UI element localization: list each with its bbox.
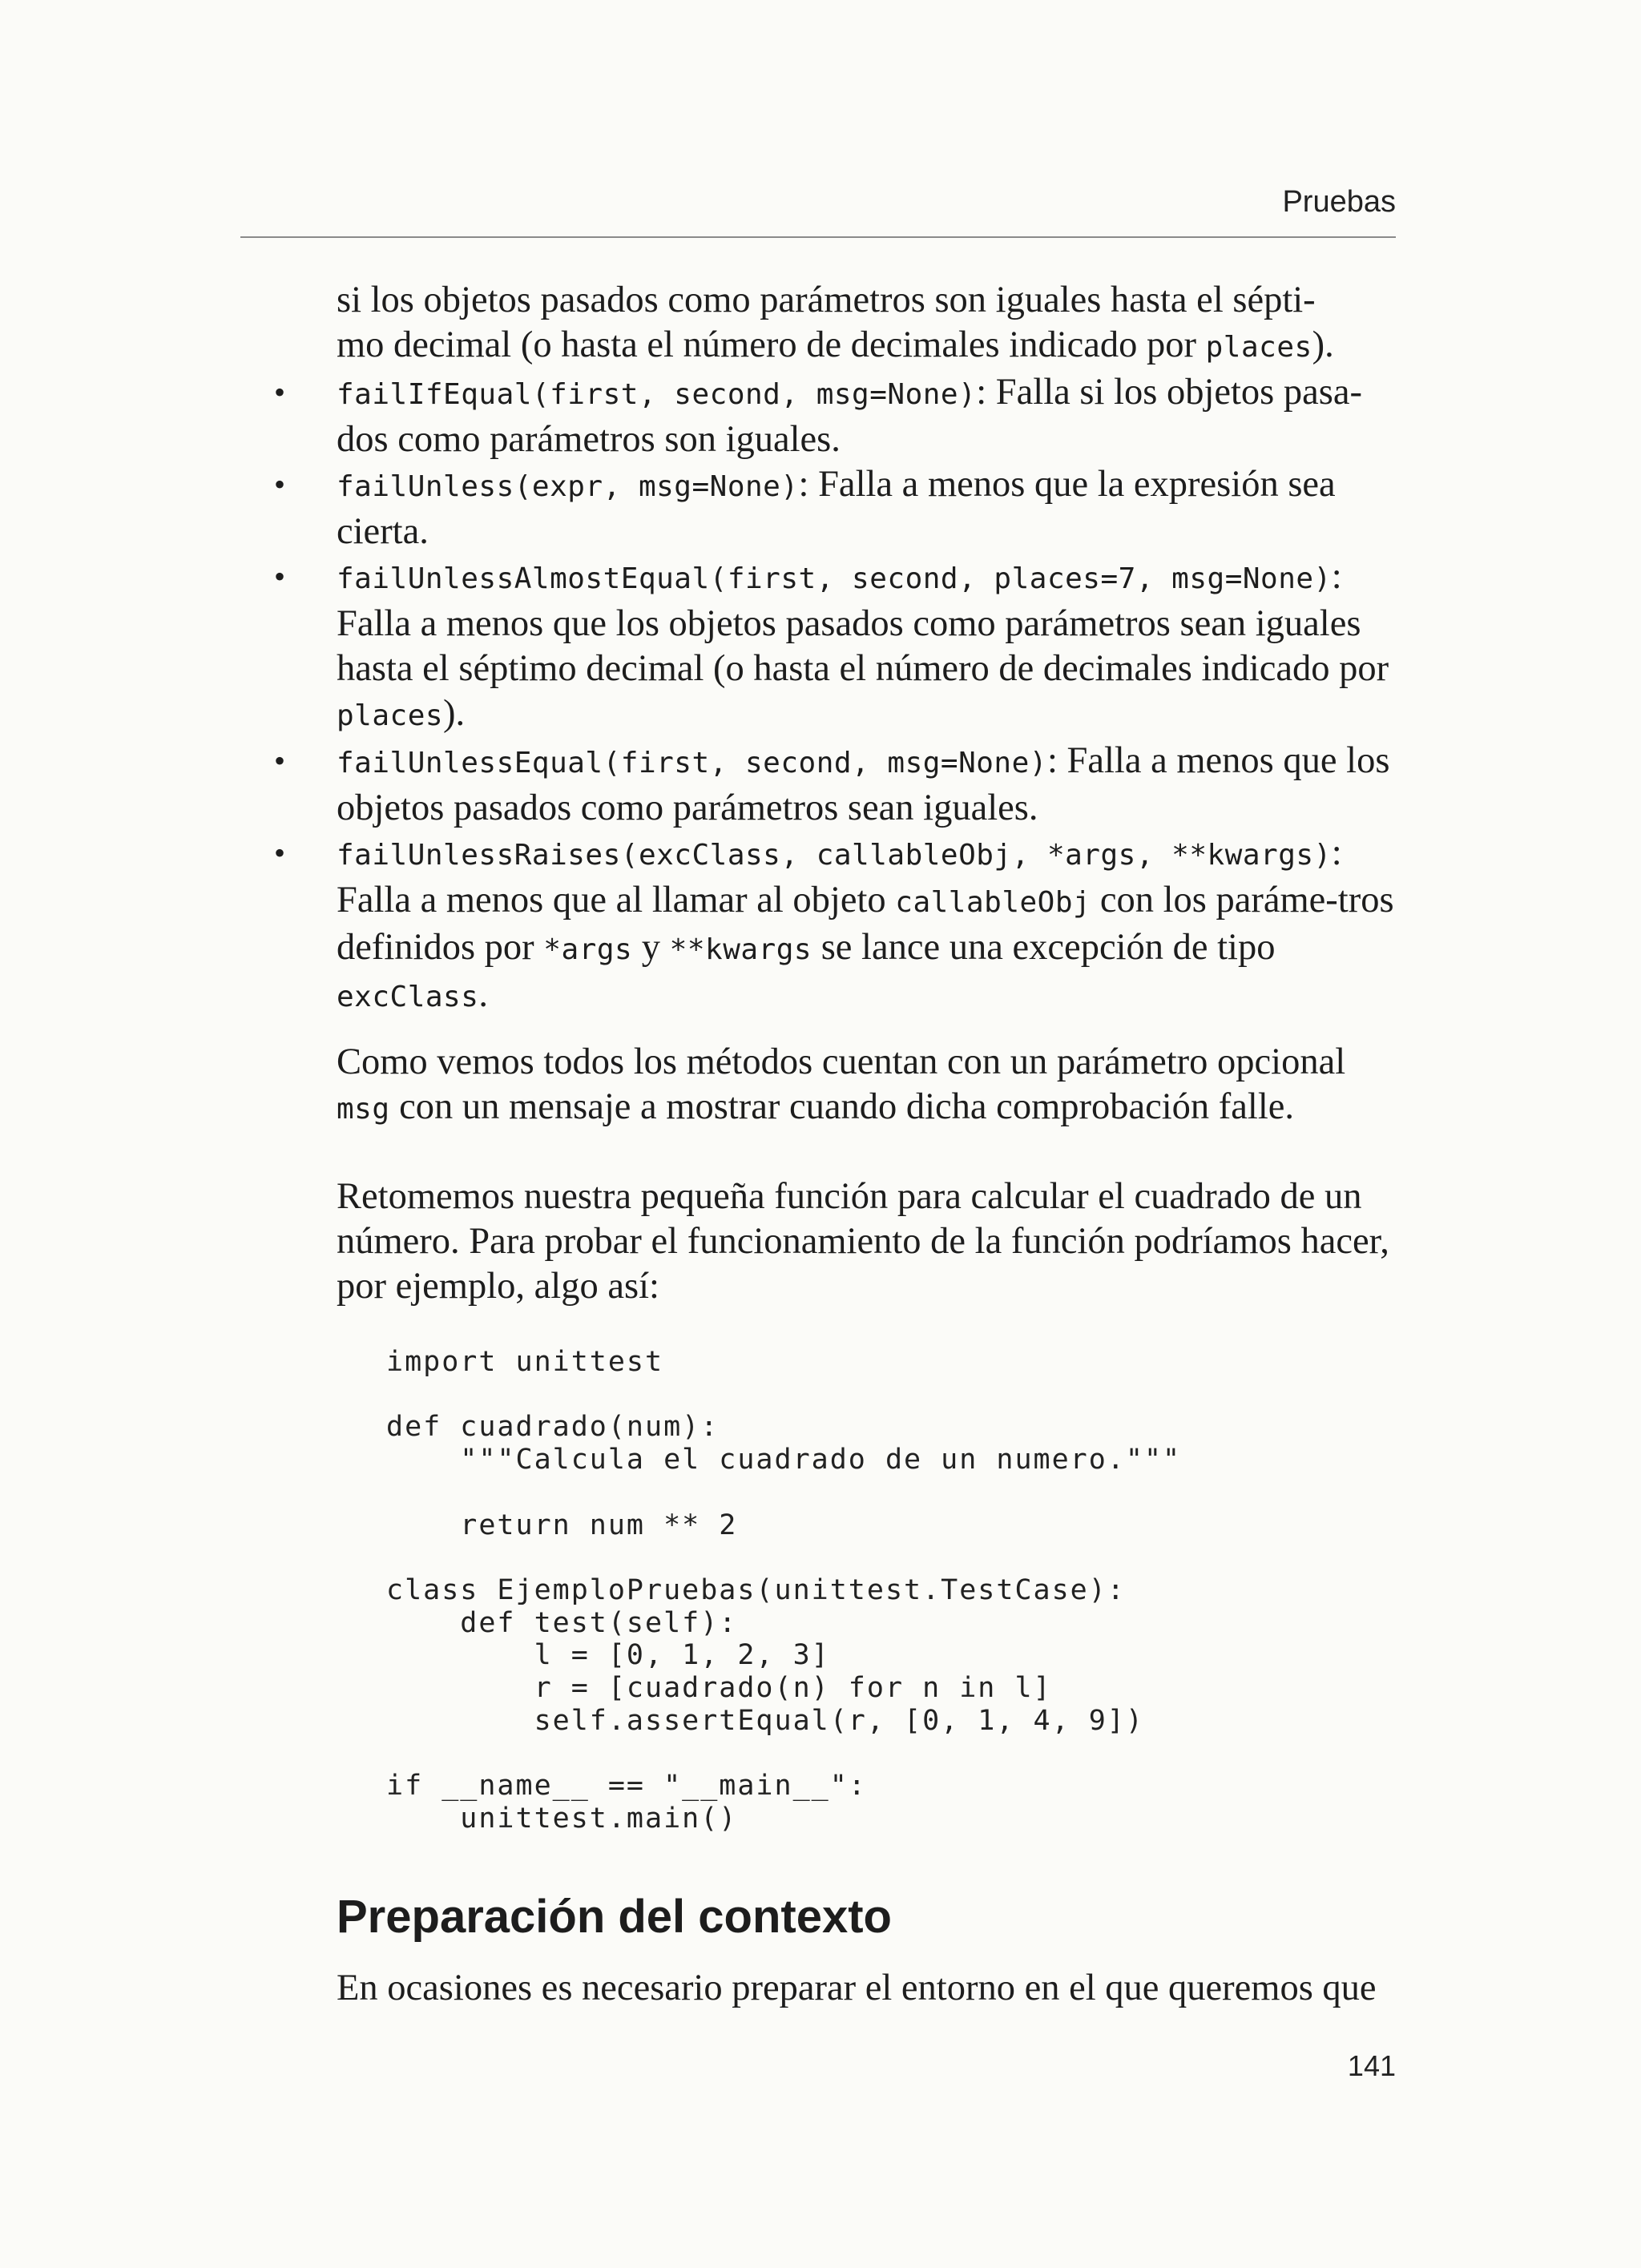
method-description-part: y [632, 927, 670, 968]
method-description: : Falla si los objetos pasa-dos como parámetros son iguales. [337, 372, 1362, 460]
list-item [274, 831, 1396, 1020]
method-signature: failUnlessAlmostEqual(first, second, places=7, msg=None) [337, 562, 1332, 595]
continuation-line-1: si los objetos pasados como parámetros son iguales hasta el sépti- [337, 280, 1316, 320]
continuation-end: ). [1312, 324, 1334, 365]
list-item [274, 554, 1396, 739]
method-description-part: se lance una excepción de tipo [812, 927, 1276, 968]
method-signature: failUnlessEqual(first, second, msg=None) [337, 747, 1047, 779]
list-item [274, 370, 1396, 462]
paragraph-context: En ocasiones es necesario preparar el entorno en el que queremos que [337, 1968, 1377, 2008]
list-item [274, 739, 1396, 831]
code-listing: import unittest def cuadrado(num): """Calcula el cuadrado de un numero.""" return num ** 2 class EjemploPruebas(unittest.TestCase): def test(self): l = [0, 1, 2, 3] r = [cuadrado(n) for n in l] self.assertEqual(r, [0, 1, 4, 9]) if __name__ == "__main__": unittest.main() [386, 1346, 1182, 1835]
bullet-marker: • [274, 835, 286, 871]
inline-code-callableobj: callableObj [895, 886, 1091, 919]
method-signature: failUnless(expr, msg=None) [337, 470, 799, 503]
continuation-line-2: mo decimal (o hasta el número de decimales indicado por [337, 324, 1206, 365]
paragraph-optional-msg [337, 1040, 1396, 1132]
page-number: 141 [1347, 2049, 1396, 2082]
bullet-marker: • [274, 374, 286, 410]
inline-code-msg: msg [337, 1093, 390, 1126]
running-header: Pruebas [1282, 185, 1396, 219]
method-description: : Falla a menos que al llamar al objeto [337, 832, 1342, 920]
paragraph-example-intro: Retomemos nuestra pequeña función para calcular el cuadrado de un número. Para probar el funcionamiento de la función podríamos hacer, por ejemplo, algo así: [337, 1176, 1389, 1307]
header-rule [240, 236, 1396, 238]
bullet-marker: • [274, 466, 286, 502]
bullet-marker: • [274, 558, 286, 594]
paragraph-text: Como vemos todos los métodos cuentan con un parámetro opcional [337, 1041, 1346, 1082]
bullet-marker: • [274, 743, 286, 779]
list-continuation [337, 278, 1396, 370]
list-item [274, 462, 1396, 554]
inline-code-args: *args [543, 933, 633, 966]
method-description: : Falla a menos que la expresión sea cierta. [337, 464, 1336, 552]
method-description-part: con los paráme-tros definidos por [337, 880, 1394, 968]
paragraph-text: con un mensaje a mostrar cuando dicha comprobación falle. [389, 1086, 1295, 1127]
method-description: : Falla a menos que los objetos pasados como parámetros sean iguales hasta el séptimo decimal (o hasta el número de decimales indicado por [337, 556, 1389, 689]
method-description-end: . [478, 974, 489, 1015]
method-description-end: ). [443, 693, 466, 734]
method-signature: failIfEqual(first, second, msg=None) [337, 378, 977, 411]
inline-code-places: places [337, 699, 444, 732]
method-description: : Falla a menos que los objetos pasados como parámetros sean iguales. [337, 740, 1390, 828]
inline-code-excclass: excClass [337, 981, 479, 1013]
section-heading: Preparación del contexto [337, 1891, 892, 1943]
inline-code-kwargs: **kwargs [669, 933, 812, 966]
method-signature: failUnlessRaises(excClass, callableObj, *args, **kwargs) [337, 839, 1332, 872]
inline-code-places: places [1205, 331, 1312, 364]
method-list [274, 278, 1396, 1020]
